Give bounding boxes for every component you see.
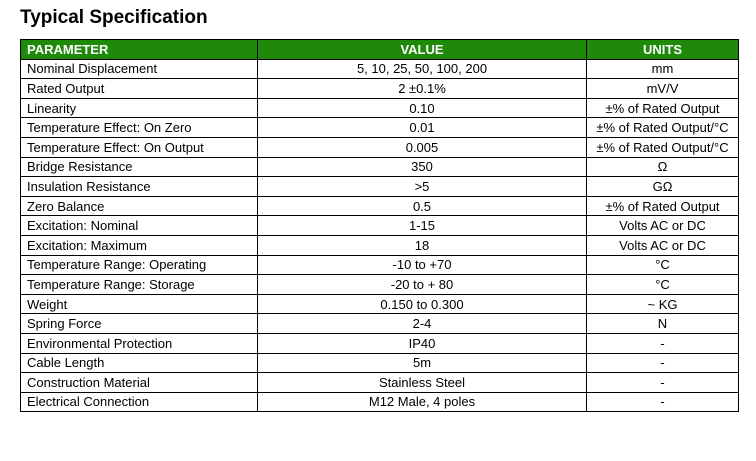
cell-units: N	[587, 314, 739, 334]
header-units: UNITS	[587, 40, 739, 60]
header-value: VALUE	[258, 40, 587, 60]
cell-units: Volts AC or DC	[587, 216, 739, 236]
table-row	[21, 333, 739, 353]
cell-value: -20 to + 80	[258, 275, 587, 295]
table-row	[21, 353, 739, 373]
cell-units: Ω	[587, 157, 739, 177]
cell-parameter: Cable Length	[21, 353, 258, 373]
table-row	[21, 79, 739, 99]
cell-units: °C	[587, 255, 739, 275]
cell-parameter: Temperature Range: Operating	[21, 255, 258, 275]
cell-parameter: Environmental Protection	[21, 333, 258, 353]
cell-value: 0.10	[258, 98, 587, 118]
cell-value: 0.01	[258, 118, 587, 138]
table-row	[21, 373, 739, 393]
cell-value: >5	[258, 177, 587, 197]
cell-units: ±% of Rated Output	[587, 98, 739, 118]
table-row	[21, 314, 739, 334]
cell-value: -10 to +70	[258, 255, 587, 275]
cell-value: 5, 10, 25, 50, 100, 200	[258, 59, 587, 79]
table-row	[21, 59, 739, 79]
table-row	[21, 177, 739, 197]
cell-units: ±% of Rated Output	[587, 196, 739, 216]
cell-value: M12 Male, 4 poles	[258, 392, 587, 412]
header-row	[21, 40, 739, 60]
table-row	[21, 216, 739, 236]
cell-parameter: Linearity	[21, 98, 258, 118]
table-row	[21, 275, 739, 295]
table-row	[21, 157, 739, 177]
table-row	[21, 98, 739, 118]
header-parameter: PARAMETER	[21, 40, 258, 60]
table-row	[21, 294, 739, 314]
cell-parameter: Temperature Effect: On Zero	[21, 118, 258, 138]
cell-units: ±% of Rated Output/°C	[587, 118, 739, 138]
cell-units: -	[587, 373, 739, 393]
cell-value: 2 ±0.1%	[258, 79, 587, 99]
table-body	[21, 59, 739, 412]
cell-parameter: Construction Material	[21, 373, 258, 393]
cell-parameter: Temperature Range: Storage	[21, 275, 258, 295]
specification-table	[20, 39, 739, 412]
cell-parameter: Excitation: Maximum	[21, 235, 258, 255]
cell-units: -	[587, 353, 739, 373]
cell-value: 18	[258, 235, 587, 255]
cell-value: 0.150 to 0.300	[258, 294, 587, 314]
cell-parameter: Nominal Displacement	[21, 59, 258, 79]
cell-units: mm	[587, 59, 739, 79]
cell-parameter: Insulation Resistance	[21, 177, 258, 197]
cell-units: GΩ	[587, 177, 739, 197]
cell-value: 1-15	[258, 216, 587, 236]
table-header	[21, 40, 739, 60]
cell-value: 5m	[258, 353, 587, 373]
cell-value: Stainless Steel	[258, 373, 587, 393]
cell-value: 2-4	[258, 314, 587, 334]
cell-units: Volts AC or DC	[587, 235, 739, 255]
table-row	[21, 392, 739, 412]
cell-parameter: Electrical Connection	[21, 392, 258, 412]
cell-units: mV/V	[587, 79, 739, 99]
table-row	[21, 137, 739, 157]
cell-parameter: Rated Output	[21, 79, 258, 99]
page-title: Typical Specification	[20, 7, 208, 28]
cell-value: 350	[258, 157, 587, 177]
cell-units: -	[587, 333, 739, 353]
table-row	[21, 255, 739, 275]
cell-parameter: Bridge Resistance	[21, 157, 258, 177]
cell-parameter: Zero Balance	[21, 196, 258, 216]
cell-parameter: Excitation: Nominal	[21, 216, 258, 236]
cell-parameter: Spring Force	[21, 314, 258, 334]
cell-units: -	[587, 392, 739, 412]
cell-units: °C	[587, 275, 739, 295]
table-row	[21, 196, 739, 216]
table-row	[21, 118, 739, 138]
cell-value: IP40	[258, 333, 587, 353]
cell-units: ~ KG	[587, 294, 739, 314]
cell-parameter: Weight	[21, 294, 258, 314]
cell-parameter: Temperature Effect: On Output	[21, 137, 258, 157]
table-row	[21, 235, 739, 255]
cell-units: ±% of Rated Output/°C	[587, 137, 739, 157]
cell-value: 0.5	[258, 196, 587, 216]
cell-value: 0.005	[258, 137, 587, 157]
